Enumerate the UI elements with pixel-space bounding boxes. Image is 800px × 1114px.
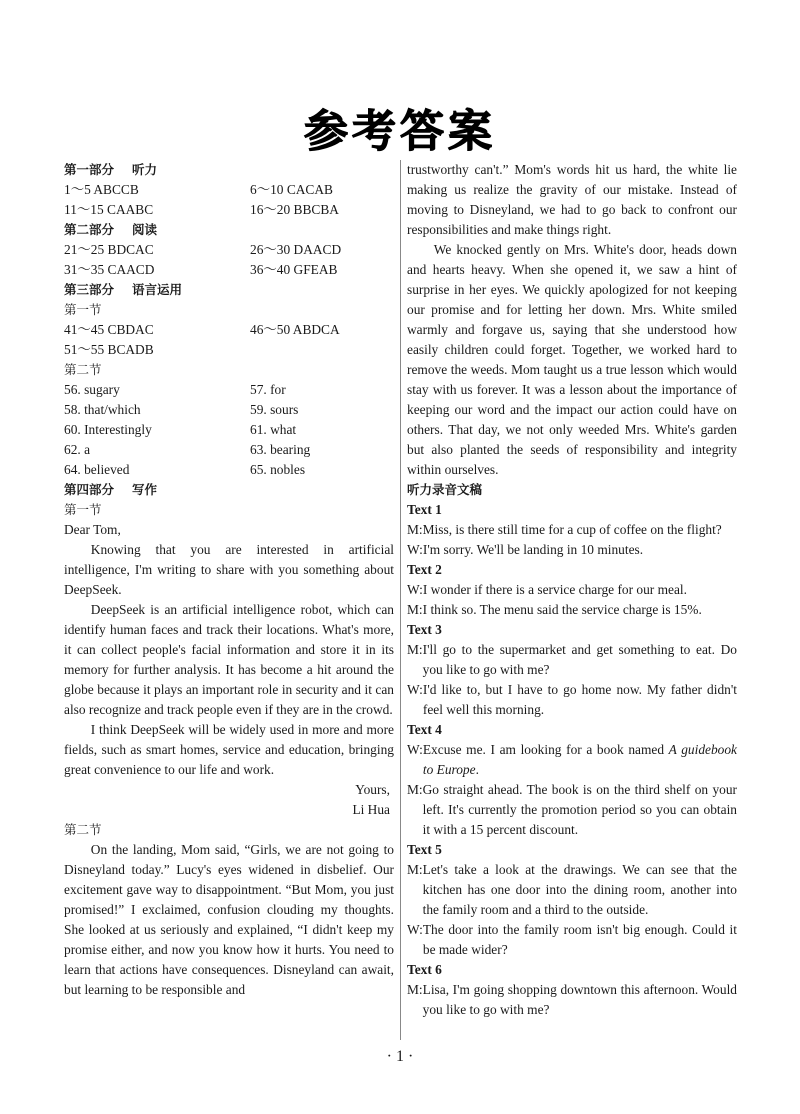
speaker-label: M: <box>407 522 423 537</box>
answer-cell: 16～20 BBCBA <box>250 202 339 217</box>
transcript-text-6 <box>407 960 737 1020</box>
part4-heading <box>64 480 394 500</box>
story-paragraph: We knocked gently on Mrs. White's door, heads down and hearts heavy. When she opened it, we saw a hint of surprise in her eyes. We quickly apologized for not keeping our promise and for letting her down. Mrs. White smiled warmly and forgave us, saying that she understood how easily children could forget. Together, we worked hard to remove the weeds. Mom taught us a true lesson which would stay with us forever. It was a lesson about the importance of keeping our word and the impact our action could have on others. That day, we not only weeded Mrs. White's garden but also planted the seeds of responsibility and integrity within ourselves. <box>407 242 737 477</box>
answer-cell: 21～25 BDCAC <box>64 242 154 257</box>
dialogue-line <box>407 860 737 920</box>
speaker-label: M: <box>407 982 423 997</box>
answer-cell: 62. a <box>64 442 91 457</box>
dialogue-text-part: Excuse me. I am looking for a book named <box>422 742 669 757</box>
dialogue-line <box>407 600 737 620</box>
dialogue-text <box>423 740 737 780</box>
transcript-text-5 <box>407 840 737 960</box>
answer-cell: 56. sugary <box>64 382 120 397</box>
dialogue-text: The door into the family room isn't big enough. Could it be made wider? <box>422 922 737 957</box>
part1-heading-name: 听力 <box>132 162 158 177</box>
text-heading: Text 2 <box>407 562 442 577</box>
part4-heading-label: 第四部分 <box>64 482 115 497</box>
dialogue-line <box>407 520 737 540</box>
text-heading: Text 6 <box>407 962 442 977</box>
transcript-text-2 <box>407 560 737 620</box>
dialogue-text: Go straight ahead. The book is on the third shelf on your left. It's currently the promotion period so you can obtain it with a 15 percent discount. <box>422 782 737 837</box>
answer-cell: 63. bearing <box>250 442 311 457</box>
transcript-text-3 <box>407 620 737 720</box>
transcript-text-4 <box>407 720 737 840</box>
answer-row <box>64 200 394 220</box>
answer-cell: 61. what <box>250 422 297 437</box>
speaker-label: M: <box>407 642 423 657</box>
answer-row <box>64 380 394 400</box>
part1-heading-label: 第一部分 <box>64 162 115 177</box>
answer-cell: 31～35 CAACD <box>64 262 155 277</box>
part1-answers <box>64 180 394 220</box>
answer-cell: 1～5 ABCCB <box>64 182 139 197</box>
letter-paragraph: DeepSeek is an artificial intelligence robot, which can identify human faces and track their locations. What's more, it can collect people's facial information and store it in its memory for further analysis. It has become a hit around the globe because it plays an important role in security and it can also recognize and track people even if they are in the crowd. <box>64 602 394 717</box>
letter-signature: Li Hua <box>352 802 390 817</box>
page-number: · 1 · <box>386 1048 414 1065</box>
answer-row <box>64 420 394 440</box>
speaker-label: M: <box>407 782 423 797</box>
part1-heading <box>64 160 394 180</box>
answer-cell: 41～45 CBDAC <box>64 322 154 337</box>
text-heading: Text 1 <box>407 502 442 517</box>
speaker-label: W: <box>407 682 423 697</box>
book-title: A guidebook to Europe <box>422 742 737 777</box>
answer-cell: 26～30 DAACD <box>250 242 342 257</box>
dialogue-text: Miss, is there still time for a cup of coffee on the flight? <box>422 522 722 537</box>
part4-heading-name: 写作 <box>132 482 158 497</box>
answer-row <box>64 340 394 360</box>
dialogue-line <box>407 740 737 780</box>
speaker-label: W: <box>407 742 423 757</box>
part3-section1-answers <box>64 320 394 360</box>
answer-cell: 65. nobles <box>250 462 306 477</box>
transcript-text-1 <box>407 500 737 560</box>
answer-cell: 46～50 ABDCA <box>250 322 340 337</box>
answer-row <box>64 320 394 340</box>
answer-cell: 51～55 BCADB <box>64 342 154 357</box>
answer-cell: 58. that/which <box>64 402 141 417</box>
letter-paragraph: Knowing that you are interested in artificial intelligence, I'm writing to share with you something about DeepSeek. <box>64 542 394 597</box>
text-heading: Text 5 <box>407 842 442 857</box>
part2-heading-name: 阅读 <box>132 222 158 237</box>
answer-cell: 6～10 CACAB <box>250 182 333 197</box>
part3-heading-name: 语言运用 <box>132 282 183 297</box>
transcript-heading: 听力录音文稿 <box>407 482 483 497</box>
dialogue-line <box>407 780 737 840</box>
part4-section2-heading: 第二节 <box>64 822 102 837</box>
dialogue-line <box>407 640 737 680</box>
part3-section2-answers <box>64 380 394 480</box>
answer-row <box>64 460 394 480</box>
part2-answers <box>64 240 394 280</box>
part4-section1-heading: 第一节 <box>64 502 102 517</box>
dialogue-text-part: . <box>475 762 479 777</box>
dialogue-text: I'm sorry. We'll be landing in 10 minutes. <box>422 542 644 557</box>
answer-cell: 11～15 CAABC <box>64 202 154 217</box>
answer-cell: 36～40 GFEAB <box>250 262 338 277</box>
part3-section1-heading: 第一节 <box>64 302 102 317</box>
part3-heading-label: 第三部分 <box>64 282 115 297</box>
dialogue-text: I wonder if there is a service charge for our meal. <box>422 582 687 597</box>
answer-cell: 59. sours <box>250 402 299 417</box>
answer-row <box>64 180 394 200</box>
dialogue-line <box>407 920 737 960</box>
dialogue-text: I'd like to, but I have to go home now. My father didn't feel well this morning. <box>422 682 737 717</box>
right-column <box>407 160 737 1020</box>
dialogue-line <box>407 540 737 560</box>
dialogue-text: I think so. The menu said the service charge is 15%. <box>422 602 702 617</box>
part2-heading <box>64 220 394 240</box>
answer-row <box>64 260 394 280</box>
speaker-label: W: <box>407 922 423 937</box>
answer-row <box>64 400 394 420</box>
story-paragraph: trustworthy can't.” Mom's words hit us hard, the white lie making us realize the gravity of our mistake. Instead of moving to Disneyland, we had to go back to confront our responsibilities and make things right. <box>407 162 737 237</box>
part3-section2-heading: 第二节 <box>64 362 102 377</box>
story-paragraph: On the landing, Mom said, “Girls, we are not going to Disneyland today.” Lucy's eyes widened in disbelief. Our excitement gave way to disappointment. “But Mom, you just promised!” I exclaimed, confusion clouding my thoughts. She looked at us seriously and explained, “I didn't keep my promise either, and now you know how it hurts. You need to learn that actions have consequences. Disneyland can await, but learning to be responsible and <box>64 842 394 997</box>
dialogue-line <box>407 680 737 720</box>
dialogue-text: Let's take a look at the drawings. We can see that the kitchen has one door into the dining room, another into the family room and a third to the outside. <box>422 862 737 917</box>
answer-row <box>64 440 394 460</box>
letter-closing: Yours, <box>355 782 390 797</box>
part3-heading <box>64 280 394 300</box>
speaker-label: W: <box>407 582 423 597</box>
left-column <box>64 160 394 1000</box>
dialogue-line <box>407 980 737 1020</box>
speaker-label: M: <box>407 862 423 877</box>
dialogue-text: I'll go to the supermarket and get something to eat. Do you like to go with me? <box>422 642 737 677</box>
speaker-label: M: <box>407 602 423 617</box>
part2-heading-label: 第二部分 <box>64 222 115 237</box>
page-title: 参考答案 <box>304 106 496 157</box>
dialogue-text: Lisa, I'm going shopping downtown this afternoon. Would you like to go with me? <box>422 982 737 1017</box>
letter-greeting: Dear Tom, <box>64 522 121 537</box>
text-heading: Text 3 <box>407 622 442 637</box>
answer-cell: 57. for <box>250 382 286 397</box>
letter-paragraph: I think DeepSeek will be widely used in more and more fields, such as smart homes, service and education, bringing great convenience to our life and work. <box>64 722 394 777</box>
speaker-label: W: <box>407 542 423 557</box>
answer-row <box>64 240 394 260</box>
answer-cell: 64. believed <box>64 462 130 477</box>
dialogue-line <box>407 580 737 600</box>
text-heading: Text 4 <box>407 722 442 737</box>
answer-cell: 60. Interestingly <box>64 422 152 437</box>
answer-cell <box>250 340 394 360</box>
column-divider <box>400 160 401 1040</box>
